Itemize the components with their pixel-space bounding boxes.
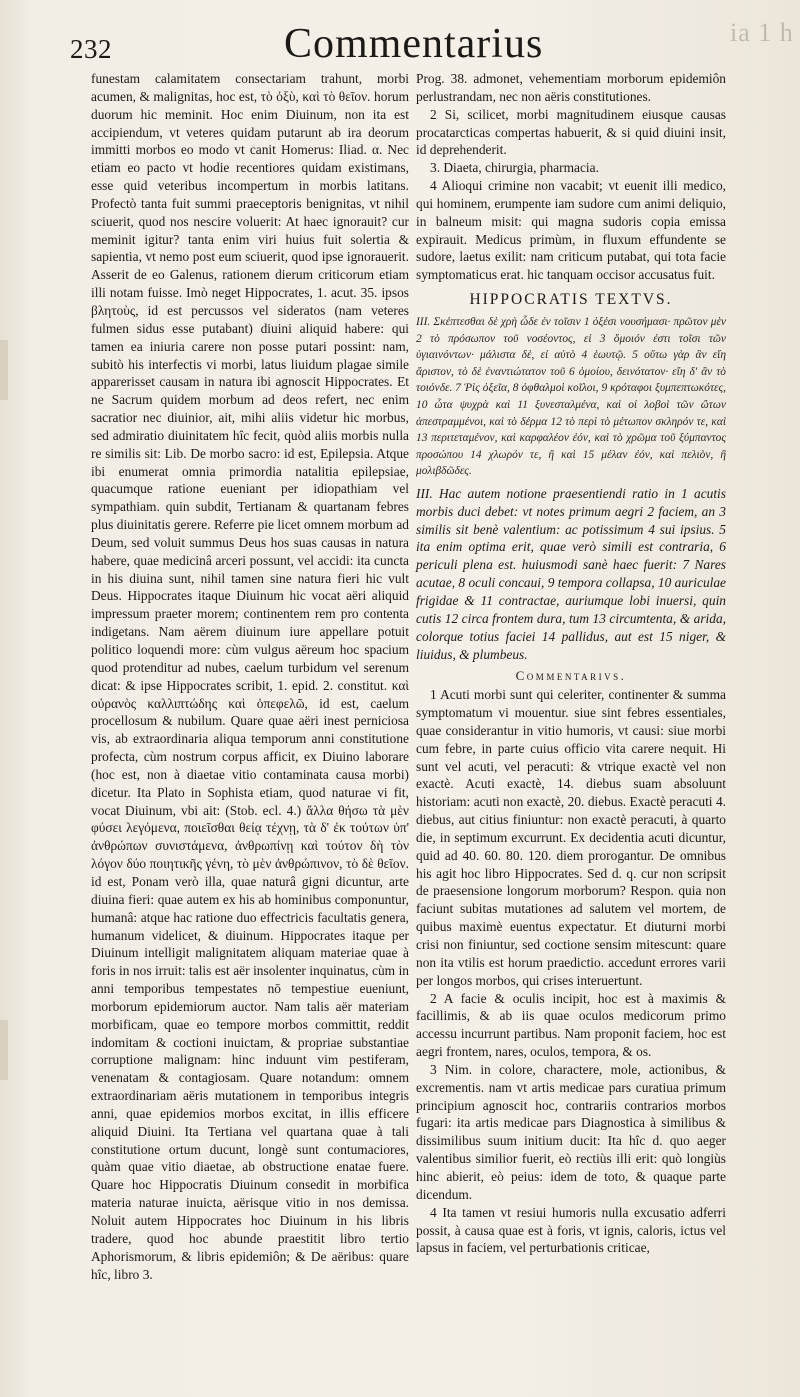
commentary-paragraph: 1 Acuti morbi sunt qui celeriter, continenter & summa symptomatum vi mouentur. siue sint febres essentiales, quae considerantur in vitio humoris, vt causi: siue morbi cum febre, in parte cuius officio vita carere nequit. Hi sunt vel acuti, vel peracuti: & vtrique exactè vel non exactè. Acuti exactè, 14. diebus suam absoluunt historiam: acuti non exactè, 20. diebus. Exactè peracuti 4. diebus, aut citius finiuntur: non exactè peracuti, à quarto die, in septimum excurrunt. Ex decidentia acuti dicuntur, quid ad 40. 60. 80. 120. diem prorogantur. De omnibus his agit hoc libro Hippocrates. Sed d. q. cur non scripsit de praesensione longorum morborum? Respon. quia non faciunt subitas mutationes ad salutem vel mortem, de quibus maximè euentus expectatur. Et diuturni morbi crisi non finiuntur, sed coctione sensim mitescunt: quare non ita vtilis est horum praedictio. accedunt errores varii per longos morbos, qui crises interuertunt. [416,687,726,988]
latin-translation: III. Hac autem notione praesentiendi ratio in 1 acutis morbis duci debet: vt notes primum aegri 2 faciem, an 3 similis sit benè valentium: ac potissimum 4 sui ipsius. 5 ita enim optima erit, quae verò simili est contraria, 6 periculi plena est. huiusmodi sanè haec fuerit: 7 Nares acutae, 8 oculi concaui, 9 tempora collapsa, 10 auriculae frigidae & 11 contractae, auriumque lobi inuersi, quin cutis 12 circa frontem dura, tum 13 circumtenta, & arida, colorque totius faciei 14 pallidus, aut est 15 niger, & liuidus, & plumbeus. [416,485,726,662]
left-column [91,70,409,1283]
right-column [416,70,726,1257]
note-paragraph: 3. Diaeta, chirurgia, pharmacia. [430,160,599,176]
commentary-paragraph: 3 Nim. in colore, charactere, mole, actionibus, & excrementis. nam vt artis medicae pars curatiua primum principium agnoscit hoc, contrariis contrarios morbos fugari: ita artis medicae pars Diagnostica à similibus & dissimilibus suum initium ducit: Ita hîc d. quo aeger valentibus similior fuerit, eò rectiùs illi erit: quò longiùs hinc abierit, eò peius: idem de toto, & quaque parte dicendum. [416,1061,726,1202]
body-paragraph: funestam calamitatem consectariam trahunt, morbi acumen, & malignitas, hoc est, τὸ ὀξὺ, καὶ τὸ θεῖον. horum duorum hic meminit. Hoc enim Diuinum, non ita est accipiendum, vt veteres quidam putarunt ab ira deorum immitti morbos eo modo vt canit Homerus: Iliad. α. Nec etiam eo pacto vt hodie recentiores quidam existimans, esse quid veteribus incompertum in morbis latitans. Profectò tanta fuit summi praeceptoris benignitas, vt nihil sciuerit, quod nos nescire voluerit: At haec ignorauit? cur meminit igitur? tanta enim viri huius fuit solertia & sapientia, vt nemo post eum sciuerit, quod ipse ignorauerit. Asserit de eo Galenus, rationem dierum criticorum etiam illi notam fuisse. Imò neget Hippocrates, 1. acut. 35. ipsos βλητοὺς, id est percussos vel sideratos (nam veteres fulmen sidus esse putabant) diuini aliquid habere: qui tamen ea iniuria carere non posse putari possint: nam, subitò his interfectis vi morbi, latus liuidum plagae simile apparerisset causam in natura ibi agnoscit Hippocrates. Et ne Sacrum quidem morbum ad deos refert, nec enim sacratior nec diuinior, ait, mihi aliis videtur hic morbus, sed admiratio diuinitatem hîc fecit, quòd aliis morbis nulla re similis sit: Lib. De morbo sacro: id est, Epilepsia. Atque ibi enumerat omnia primordia natalitia epilepsiae, quacumque ratione eueniant per idiopathiam vel sympathiam. quin subdit, Tertianam & quartanam febres plus diuinitatis gerere. Referre pie licet omnem morbum ad Deum, sed voluit summus Deus hos suas causas in natura habere, quae medicinâ arceri possunt, vel accidi: ita cuncta in his diuina sunt, nihil tamen sine natura fieri hic vult Deus. Hippocrates itaque Diuinum hic vocat aëri aliquid impressum praeter morem; continentem rem pro contenta indigetans. Nam aërem diuinum iure appellare potuit politico loquendi more: cùm vulgus aëreum hoc spacium quod protenditur ad nubes, caelum turbidum vel serenum dicat: & ipse Hippocrates scribit, 1. epid. 2. constitut. καὶ οὐρανὸς καλλιπτώδης καὶ ὁπεφελῶ, id est, caelum procellosum & nubilum. Quare quae aëri inest perniciosa vis, ab extraordinaria aliqua temporum anni constitutione profecta, cùm nostrum corpus afficit, ex Diuino laborare (hoc est, non à diaetae vitio contaminata causa morbi) dicetur. Ita Plato in Sophista etiam, quod naturae vi fit, vocat Diuinum, vbi ait: (Stob. ecl. 4.) ἄλλα θήσω τὰ μὲν φύσει λεγόμενα, ποιεῖσθαι θείᾳ τέχνῃ, τὰ δ' ἐκ τούτων ὑπ' ἀνθρώπων συνιστάμενα, ἀνθρωπίνῃ καὶ τούτον δὴ τὸν λόγον δύο ποιητικῆς γένη, τὸ μὲν ἀνθρώπινον, τὸ δὲ θεῖον. id est, Ponam verò illa, quae naturâ gigni dicuntur, arte diuina fieri: quae autem ex his ab hominibus componuntur, humanâ: atque hac ratione duo effectricis facultatis genera, humanum videlicet, & diuinum. Hippocrates itaque per Diuinum intelligit malignitatem aliquam materiae quae à foris in nos irruit: talis est aër insolenter inquinatus, cùm in anni temporibus tempestates nō tempestiue eueniunt, morborum epidemiorum auctor. Nam talis aër materiam morbificam, quae eo tempore morbos committit, reddit indomitam & coctioni inuictam, & propriae substantiae corruptione malignam: hinc induunt vim pestiferam, venenatam & contagiosam. Quare notandum: omnem extraordinariam aëris mutationem in temporibus integris anni, quae epidemios morbos excitat, in illis efficere aliquid Diuini. Ita Tertiana vel quartana quae à tali constitutione ortum ducunt, longè sunt contumaciores, quàm quae vitio diaetae, ab obstructione enatae fuere. Quare hoc Hippocratis Diuinum consedit in morbifica materia naturae inuicta, aërisque vitio in nos demissa. Noluit autem Hippocrates hoc Diuinum in his libris tradere, quod hoc abunde praestitit libro tertio Aphorismorum, & libris epidemiôn; & De aëribus: quare hîc, libro 3. [91,71,409,1282]
commentary-paragraph: 4 Ita tamen vt resiui humoris nulla excusatio adferri possit, à causa quae est à foris, vt ignis, caloris, ictus vel lapsus in faciem, vel perturbationis criticae, [416,1204,726,1256]
page-number: 232 [70,34,112,64]
page-header [62,20,722,67]
note-paragraph: 2 Si, scilicet, morbi magnitudinem eiusque causas procatarcticas compertas habuerit, & si quid diuini insit, id deprehenderit. [416,106,726,158]
section-title: HIPPOCRATIS TEXTVS. [469,291,673,309]
intro-line: Prog. 38. admonet, vehementiam morborum epidemiôn perlustrandam, nec non aëris constitutiones. [416,71,726,104]
running-title: Commentarius [284,21,544,67]
greek-text: III. Σκέπτεσθαι δὲ χρὴ ὧδε ἐν τοῖσιν 1 ὀξέσι νουσήμασι· πρῶτον μὲν 2 τὸ πρόσωπον τοῦ νοσέοντος, εἰ 3 ὅμοιόν ἐστι τοῖσι τῶν ὑγιαινόντων· μάλιστα δὲ, εἰ αὐτὸ 4 ἑωυτῷ. 5 οὕτω γὰρ ἂν εἴη ἄριστον, τὸ δὲ ἐναντιώτατον τοῦ 6 ὁμοίου, δεινότατον· εἴη δ' ἂν τὸ τοιόνδε. 7 Ῥὶς ὀξεῖα, 8 ὀφθαλμοὶ κοῖλοι, 9 κρόταφοι ξυμπεπτωκότες, 10 ὦτα ψυχρὰ καὶ 11 ξυνεσταλμένα, καὶ οἱ λοβοὶ τῶν ὤτων ἀπεστραμμένοι, καὶ τὸ δέρμα 12 τὸ περὶ τὸ μέτωπον σκληρόν τε, καὶ 13 περιτεταμένον, καὶ καρφαλέον ἐόν, καὶ τὸ χρῶμα τοῦ ξύμπαντος προσώπου 14 χλωρόν τε, ἢ καὶ 15 μέλαν ἐόν, καὶ πελιὸν, ἢ μολιβδῶδες. [416,315,726,478]
bleed-through-text: ia 1 h [730,18,794,42]
page-edge-shadow [0,340,8,400]
commentary-title: Commentarivs. [515,668,627,684]
page-edge-shadow [0,1020,8,1080]
note-paragraph: 4 Alioqui crimine non vacabit; vt euenit illi medico, qui hominem, erumpente iam sudore cum animi deliquio, in balneum misit: qui magna sudoris copia emissa expirauit. Medicus primùm, in fluxum effundente se sudore, laetus exilit: nam criticum putabat, qui tota facie symptomaticus erat. hic tanquam occisor accusatus fuit. [416,178,726,283]
commentary-paragraph: 2 A facie & oculis incipit, hoc est à maximis & facillimis, & ab iis quae oculos medicorum primo accessu incurrunt partibus. Nam proponit faciem, hoc est aegri frontem, nares, oculos, tempora, & os. [416,990,726,1060]
